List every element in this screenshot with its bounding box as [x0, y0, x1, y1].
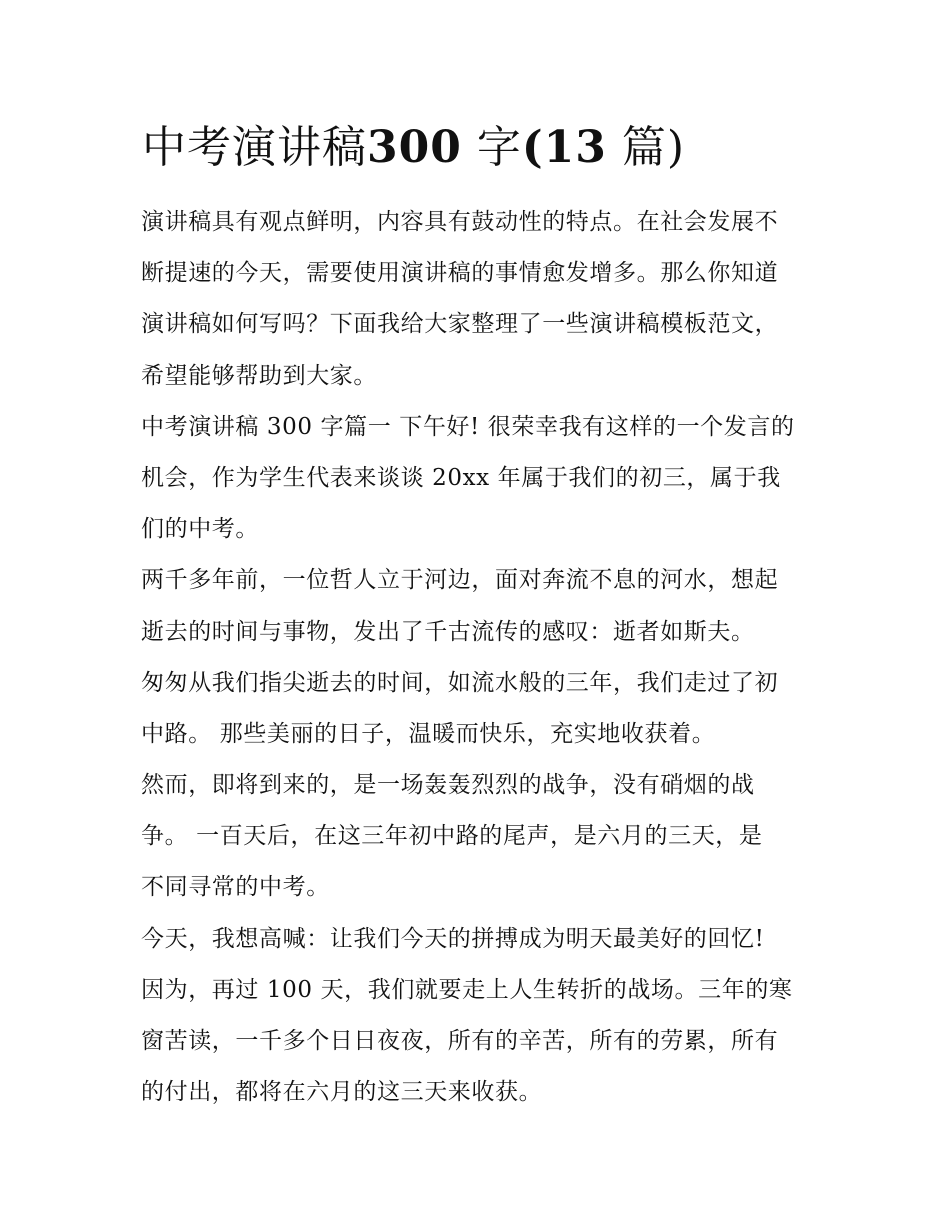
title-paren: (13	[521, 122, 607, 173]
text-line: 匆匆从我们指尖逝去的时间，如流水般的三年，我们走过了初	[141, 669, 779, 696]
text-line: 中路。 那些美丽的日子，温暖而快乐，充实地收获着。	[141, 720, 716, 747]
document-title	[142, 116, 822, 180]
text-line: 逝去的时间与事物，发出了千古流传的感叹：逝者如斯夫。	[141, 618, 755, 645]
title-main: 中考演讲稿	[142, 122, 367, 173]
text-line: 然而，即将到来的，是一场轰轰烈烈的战争，没有硝烟的战	[141, 772, 755, 799]
text-line: 窗苦读，一千多个日日夜夜，所有的辛苦，所有的劳累，所有	[141, 1028, 779, 1054]
text-line: 今天，我想高喊：让我们今天的拼搏成为明天最美好的回忆!	[141, 925, 765, 952]
text-line: 希望能够帮助到大家。	[141, 362, 377, 389]
text-line: 不同寻常的中考。	[141, 874, 330, 901]
text-line: 们的中考。	[141, 516, 259, 543]
text-line: 演讲稿如何写吗？下面我给大家整理了一些演讲稿模板范文，	[141, 311, 779, 338]
text-line: 中考演讲稿 300 字篇一 下午好! 很荣幸我有这样的一个发言的	[141, 413, 795, 440]
text-line: 机会，作为学生代表来谈谈 20xx 年属于我们的初三，属于我	[141, 464, 781, 491]
text-line: 因为，再过 100 天，我们就要走上人生转折的战场。三年的寒	[141, 976, 793, 1003]
text-line: 的付出，都将在六月的这三天来收获。	[141, 1079, 543, 1106]
text-line: 断提速的今天，需要使用演讲稿的事情愈发增多。那么你知道	[141, 260, 779, 287]
title-mid: 字	[476, 122, 522, 173]
document-body	[141, 197, 813, 1118]
text-line: 两千多年前，一位哲人立于河边，面对奔流不息的河水，想起	[141, 567, 779, 594]
title-number: 300	[367, 122, 462, 173]
title-end: 篇)	[621, 122, 686, 173]
text-line: 争。 一百天后，在这三年初中路的尾声，是六月的三天，是	[141, 823, 763, 850]
text-line: 演讲稿具有观点鲜明，内容具有鼓动性的特点。在社会发展不	[141, 209, 779, 235]
